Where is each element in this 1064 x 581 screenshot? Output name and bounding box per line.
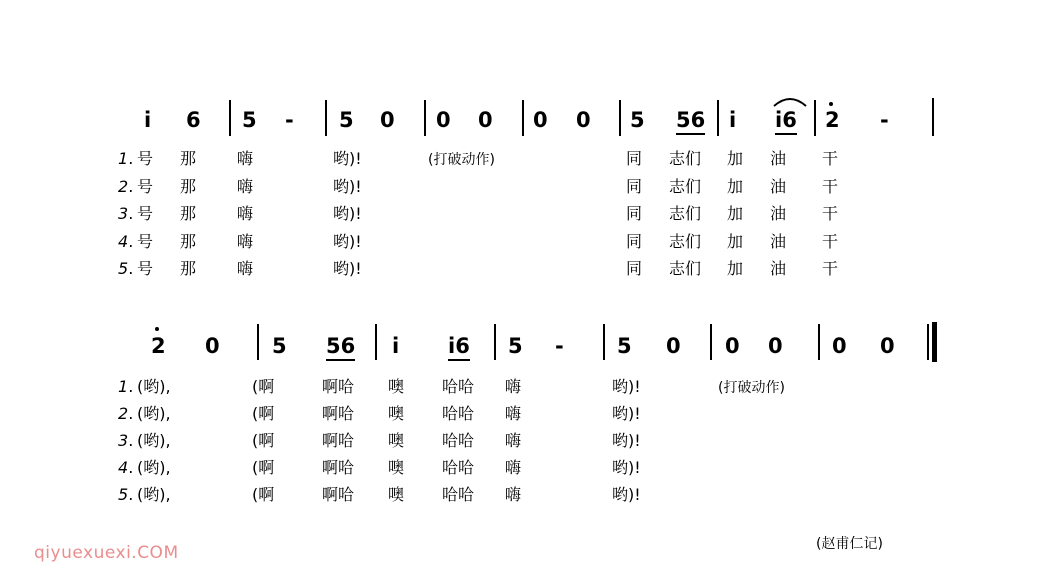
- lyric: 哟)!: [333, 149, 362, 168]
- note: 5: [630, 108, 645, 132]
- lyric: 干: [822, 149, 839, 168]
- note: i: [392, 334, 400, 358]
- lyric: (哟),: [137, 404, 171, 423]
- note: 6: [186, 108, 201, 132]
- note: 0: [832, 334, 847, 358]
- note-high: 2: [825, 108, 840, 132]
- note-eighth-pair: i6: [775, 110, 797, 135]
- lyric: 干: [822, 177, 839, 196]
- slur-mark: [772, 94, 808, 108]
- verse-line: 2.: [118, 404, 134, 423]
- barline: [717, 100, 719, 136]
- lyric: 同: [626, 259, 643, 278]
- barline: [619, 100, 621, 136]
- barline: [710, 324, 712, 360]
- stage-direction: (打破动作): [718, 380, 785, 396]
- lyric: 哈哈: [442, 458, 475, 477]
- lyric: (啊: [252, 431, 275, 450]
- verse-line: 4.: [118, 232, 134, 251]
- note: 0: [576, 108, 591, 132]
- note: 0: [533, 108, 548, 132]
- lyric: 志们: [669, 204, 702, 223]
- verse-line: 1.: [118, 149, 134, 168]
- final-barline-thick: [932, 322, 937, 362]
- lyric: 啊哈: [322, 458, 355, 477]
- note: 5: [272, 334, 287, 358]
- barline: [603, 324, 605, 360]
- lyric: 志们: [669, 177, 702, 196]
- note: 0: [768, 334, 783, 358]
- lyric: 嗨: [505, 404, 522, 423]
- stage-direction: (打破动作): [428, 152, 495, 168]
- lyric: 干: [822, 232, 839, 251]
- lyric: 那: [180, 232, 197, 251]
- verse-line: 3.: [118, 431, 134, 450]
- lyric: 噢: [388, 404, 405, 423]
- lyric: 哈哈: [442, 377, 475, 396]
- lyric: 志们: [669, 259, 702, 278]
- note: 0: [725, 334, 740, 358]
- lyric: 哟)!: [333, 177, 362, 196]
- barline: [522, 100, 524, 136]
- site-watermark: qiyuexuexi.COM: [34, 543, 179, 563]
- lyric: (啊: [252, 485, 275, 504]
- lyric: 油: [770, 259, 787, 278]
- octave-dot: [155, 327, 159, 331]
- note: 0: [380, 108, 395, 132]
- lyric: 加: [727, 232, 744, 251]
- lyric: 号: [137, 177, 154, 196]
- lyric: 嗨: [505, 431, 522, 450]
- note: 5: [508, 334, 523, 358]
- verse-line: 5.: [118, 485, 134, 504]
- lyric: 志们: [669, 149, 702, 168]
- lyric: 啊哈: [322, 404, 355, 423]
- note: 0: [205, 334, 220, 358]
- note: i: [144, 108, 152, 132]
- note: -: [285, 108, 294, 132]
- lyric: 噢: [388, 377, 405, 396]
- lyric: 嗨: [237, 232, 254, 251]
- lyric: 哟)!: [612, 458, 641, 477]
- lyric: 同: [626, 232, 643, 251]
- barline: [494, 324, 496, 360]
- verse-line: 4.: [118, 458, 134, 477]
- barline: [818, 324, 820, 360]
- final-barline-thin: [927, 324, 929, 360]
- verse-line: 3.: [118, 204, 134, 223]
- note-high: 2: [151, 334, 166, 358]
- lyric: 同: [626, 177, 643, 196]
- note-eighth-pair: 56: [676, 110, 705, 135]
- lyric: 志们: [669, 232, 702, 251]
- lyric: 嗨: [237, 149, 254, 168]
- lyric: 油: [770, 232, 787, 251]
- lyric: 加: [727, 204, 744, 223]
- lyric: (啊: [252, 404, 275, 423]
- lyric: 那: [180, 149, 197, 168]
- lyric: 干: [822, 259, 839, 278]
- lyric: 嗨: [505, 377, 522, 396]
- note: 5: [242, 108, 257, 132]
- lyric: 嗨: [505, 485, 522, 504]
- lyric: 同: [626, 204, 643, 223]
- lyric: 哈哈: [442, 485, 475, 504]
- barline: [424, 100, 426, 136]
- lyric: 哟)!: [333, 259, 362, 278]
- lyric: (哟),: [137, 377, 171, 396]
- lyric: 啊哈: [322, 431, 355, 450]
- lyric: 噢: [388, 485, 405, 504]
- lyric: (哟),: [137, 458, 171, 477]
- lyric: 号: [137, 232, 154, 251]
- barline: [257, 324, 259, 360]
- note: 0: [478, 108, 493, 132]
- lyric: 加: [727, 259, 744, 278]
- lyric: 加: [727, 149, 744, 168]
- lyric: 油: [770, 149, 787, 168]
- verse-line: 5.: [118, 259, 134, 278]
- lyric: 同: [626, 149, 643, 168]
- lyric: (啊: [252, 377, 275, 396]
- note: -: [880, 108, 889, 132]
- note: 0: [880, 334, 895, 358]
- lyric: 哟)!: [612, 485, 641, 504]
- lyric: 那: [180, 259, 197, 278]
- lyric: 干: [822, 204, 839, 223]
- barline: [375, 324, 377, 360]
- note: 0: [436, 108, 451, 132]
- barline: [814, 100, 816, 136]
- note-eighth-pair: i6: [448, 336, 470, 361]
- lyric: 那: [180, 204, 197, 223]
- lyric: 嗨: [505, 458, 522, 477]
- lyric: 油: [770, 177, 787, 196]
- lyric: 油: [770, 204, 787, 223]
- lyric: 号: [137, 149, 154, 168]
- lyric: 号: [137, 259, 154, 278]
- octave-dot: [829, 102, 833, 106]
- lyric: 加: [727, 177, 744, 196]
- barline: [325, 100, 327, 136]
- verse-line: 2.: [118, 177, 134, 196]
- note: 0: [666, 334, 681, 358]
- lyric: (哟),: [137, 485, 171, 504]
- lyric: 哟)!: [612, 404, 641, 423]
- lyric: 啊哈: [322, 485, 355, 504]
- verse-line: 1.: [118, 377, 134, 396]
- lyric: 哈哈: [442, 431, 475, 450]
- transcriber-credit: (赵甫仁记): [816, 536, 883, 552]
- barline: [229, 100, 231, 136]
- note: 5: [339, 108, 354, 132]
- lyric: 嗨: [237, 259, 254, 278]
- lyric: 嗨: [237, 177, 254, 196]
- lyric: (啊: [252, 458, 275, 477]
- lyric: 嗨: [237, 204, 254, 223]
- lyric: 哟)!: [612, 431, 641, 450]
- note-eighth-pair: 56: [326, 336, 355, 361]
- lyric: 啊哈: [322, 377, 355, 396]
- lyric: (哟),: [137, 431, 171, 450]
- lyric: 哈哈: [442, 404, 475, 423]
- lyric: 那: [180, 177, 197, 196]
- barline: [932, 98, 934, 136]
- lyric: 哟)!: [333, 204, 362, 223]
- note: 5: [617, 334, 632, 358]
- note: -: [555, 334, 564, 358]
- lyric: 噢: [388, 431, 405, 450]
- lyric: 哟)!: [333, 232, 362, 251]
- note: i: [729, 108, 737, 132]
- lyric: 号: [137, 204, 154, 223]
- lyric: 哟)!: [612, 377, 641, 396]
- lyric: 噢: [388, 458, 405, 477]
